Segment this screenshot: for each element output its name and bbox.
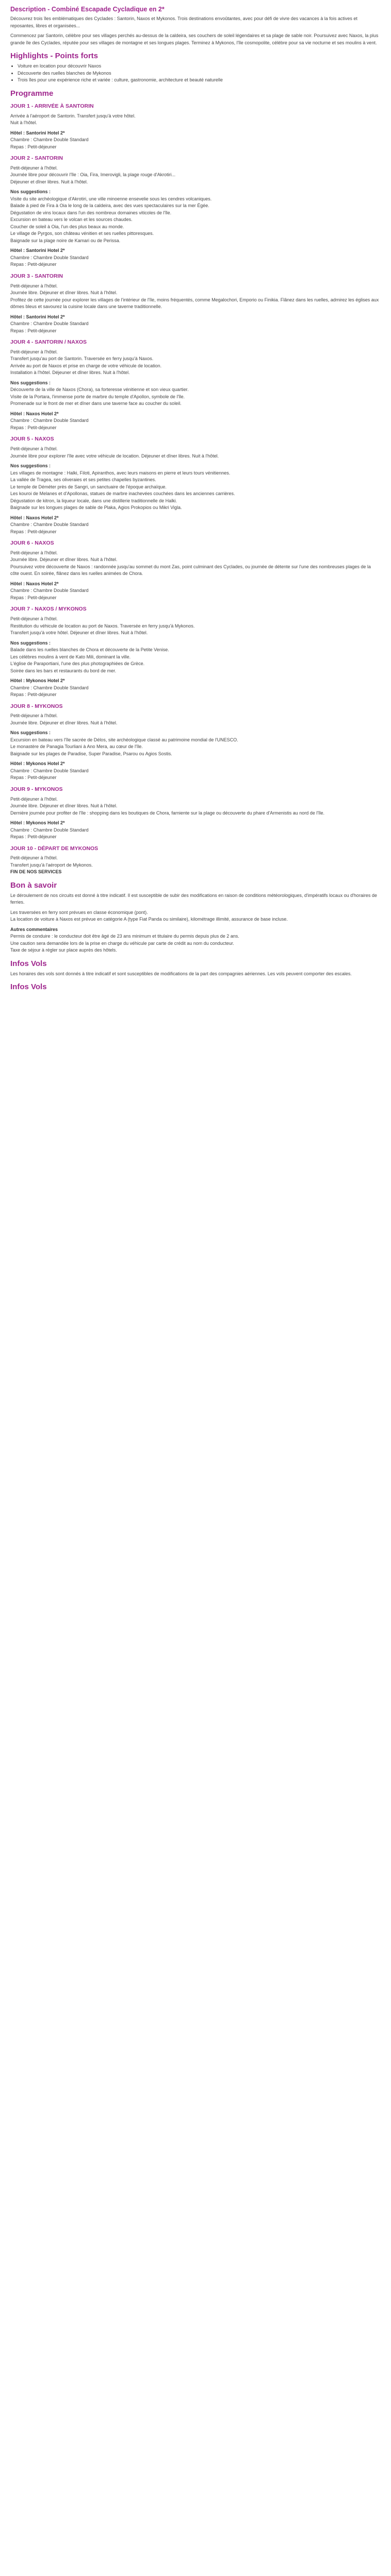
detail-line: Arrivée à l'aéroport de Santorin. Transfert jusqu'à votre hôtel. (10, 113, 136, 118)
detail-label: Hôtel : Santorini Hotel 2* (10, 314, 65, 319)
highlights-title: Highlights - Points forts (10, 52, 98, 61)
intro-paragraph-2: Commencez par Santorin, célèbre pour ses villages perchés au-dessus de la caldeira, ses couchers de soleil légendaires et sa plage de sable noir. Poursuivez avec Naxos, la plus grande île des Cyclades, réputée pour ses villages de montagne et ses longues plages. Terminez à Mykonos, l'île cosmopolite, célèbre pour sa vie nocturne et ses moulins à vent. (10, 33, 379, 45)
detail-label: Nos suggestions : (10, 730, 51, 736)
highlight-item: • Découverte des ruelles blanches de Mykonos (18, 70, 381, 77)
day-details (10, 855, 381, 876)
day-title: JOUR 8 - MYKONOS (10, 703, 63, 709)
detail-line: Profitez de cette journée pour explorer les villages de l'intérieur de l'île, moins fréquentés, comme Megalochori, Emporio ou Finikia. Flânez dans les ruelles, admirez les églises aux dômes bleus et savourez la cuisine locale dans une taverne traditionnelle. (10, 297, 379, 309)
day-details (10, 550, 381, 602)
detail-line: Transfert jusqu'au port de Santorin. Traversée en ferry jusqu'à Naxos. (10, 356, 154, 362)
detail-line: Journée libre. Déjeuner et dîner libres. Nuit à l'hôtel. (10, 557, 118, 563)
program-day (10, 605, 381, 698)
day-title: JOUR 3 - SANTORIN (10, 273, 63, 279)
program-day (10, 435, 381, 535)
day-title: JOUR 5 - NAXOS (10, 436, 54, 443)
detail-label: Hôtel : Mykonos Hotel 2* (10, 678, 65, 683)
detail-line: Journée libre. Déjeuner et dîner libres. Nuit à l'hôtel. (10, 290, 118, 295)
detail-line: Découverte de la ville de Naxos (Chora), sa forteresse vénitienne et son vieux quartier. (10, 387, 189, 393)
program-day (10, 703, 381, 782)
detail-line: Repas : Petit-déjeuner (10, 529, 57, 534)
detail-line: La location de voiture à Naxos est prévue en catégorie A (type Fiat Panda ou similaire), kilométrage illimité, assurance de base incluse. (10, 917, 288, 922)
day-title: JOUR 9 - MYKONOS (10, 786, 63, 792)
detail-line: Les traversées en ferry sont prévues en classe économique (pont). (10, 909, 148, 915)
detail-label: Nos suggestions : (10, 640, 51, 646)
detail-line: Repas : Petit-déjeuner (10, 595, 57, 600)
flight-info-text: Les horaires des vols sont donnés à titre indicatif et sont susceptibles de modifications de la part des compagnies aériennes. Les vols peuvent comporter des escales. (10, 971, 352, 976)
detail-line: Chambre : Chambre Double Standard (10, 685, 89, 690)
detail-line: Repas : Petit-déjeuner (10, 775, 57, 781)
detail-line: Transfert jusqu'à l'aéroport de Mykonos. (10, 862, 93, 868)
detail-line: Journée libre pour découvrir l'île : Oia, Fira, Imerovigli, la plage rouge d'Akrotiri... (10, 172, 176, 178)
detail-line: Baignade sur les longues plages de sable de Plaka, Agios Prokopios ou Mikri Vigla. (10, 505, 182, 510)
day-details (10, 616, 381, 699)
detail-label: Autres commentaires (10, 926, 58, 932)
detail-line: Petit-déjeuner à l'hôtel. (10, 349, 58, 354)
detail-line: Dernière journée pour profiter de l'île : shopping dans les boutiques de Chora, farniente sur la plage ou découverte du phare d'Armenistis au nord de l'île. (10, 810, 325, 816)
detail-line: Baignade sur la plage noire de Kamari ou de Perissa. (10, 238, 121, 243)
day-title: JOUR 2 - SANTORIN (10, 155, 63, 161)
detail-line: Petit-déjeuner à l'hôtel. (10, 165, 58, 171)
intro-paragraph: Découvrez trois îles emblématiques des Cyclades : Santorin, Naxos et Mykonos. Trois destinations envoûtantes, avec pour défi de vivre des vacances à la fois actives et reposantes, libres et organisées... (10, 16, 357, 28)
day-details (10, 349, 381, 432)
document-title: Description - Combiné Escapade Cycladique en 2* (10, 6, 165, 13)
detail-line: Visite du site archéologique d'Akrotiri, une ville minoenne ensevelie sous les cendres volcaniques. (10, 196, 212, 201)
detail-line: Repas : Petit-déjeuner (10, 425, 57, 430)
detail-line: Les célèbres moulins à vent de Kato Mili, dominant la ville. (10, 654, 131, 659)
detail-line: Repas : Petit-déjeuner (10, 692, 57, 697)
detail-line: Promenade sur le front de mer et dîner dans une taverne face au coucher du soleil. (10, 401, 182, 406)
detail-line: Soirée dans les bars et restaurants du bord de mer. (10, 668, 117, 673)
program-title: Programme (10, 89, 54, 98)
day-title: JOUR 10 - DÉPART DE MYKONOS (10, 845, 99, 852)
detail-line: Nuit à l'hôtel. (10, 120, 37, 125)
detail-line: Petit-déjeuner à l'hôtel. (10, 616, 58, 621)
day-details (10, 713, 381, 782)
detail-label: Hôtel : Mykonos Hotel 2* (10, 761, 65, 767)
detail-line: Le monastère de Panagia Tourliani à Ano Mera, au cœur de l'île. (10, 744, 143, 750)
detail-line: La vallée de Tragea, ses oliveraies et ses petites chapelles byzantines. (10, 477, 156, 482)
detail-label: Hôtel : Naxos Hotel 2* (10, 581, 59, 586)
flight-info-title-2: Infos Vols (10, 982, 47, 992)
detail-line: Journée libre. Déjeuner et dîner libres. Nuit à l'hôtel. (10, 803, 118, 808)
detail-line: Petit-déjeuner à l'hôtel. (10, 796, 58, 802)
detail-line: Balade à pied de Fira à Oia le long de la caldeira, avec des vues spectaculaires sur la mer Égée. (10, 203, 209, 209)
practical-title: Bon à savoir (10, 880, 57, 890)
day-details (10, 283, 381, 335)
detail-line: Petit-déjeuner à l'hôtel. (10, 713, 58, 719)
detail-line: Chambre : Chambre Double Standard (10, 827, 89, 833)
detail-line: Repas : Petit-déjeuner (10, 834, 57, 839)
detail-line: Excursion en bateau vers l'île sacrée de Délos, site archéologique classé au patrimoine mondial de l'UNESCO. (10, 737, 238, 742)
detail-line: Arrivée au port de Naxos et prise en charge de votre véhicule de location. (10, 363, 162, 368)
detail-label: FIN DE NOS SERVICES (10, 869, 62, 875)
detail-label: Hôtel : Naxos Hotel 2* (10, 515, 59, 520)
detail-line: Déjeuner et dîner libres. Nuit à l'hôtel. (10, 179, 88, 184)
detail-line: Petit-déjeuner à l'hôtel. (10, 550, 58, 555)
detail-line: Petit-déjeuner à l'hôtel. (10, 283, 58, 289)
detail-line: Petit-déjeuner à l'hôtel. (10, 446, 58, 451)
program-day (10, 103, 381, 150)
highlight-item: • Voiture en location pour découvrir Naxos (18, 63, 381, 70)
detail-label: Nos suggestions : (10, 189, 51, 195)
day-title: JOUR 1 - ARRIVÉE À SANTORIN (10, 103, 94, 109)
program-day (10, 155, 381, 268)
detail-line: Restitution du véhicule de location au port de Naxos. Traversée en ferry jusqu'à Mykonos. (10, 623, 195, 629)
detail-line: Taxe de séjour à régler sur place auprès des hôtels. (10, 947, 117, 953)
detail-line: Balade dans les ruelles blanches de Chora et découverte de la Petite Venise. (10, 647, 169, 652)
detail-label: Hôtel : Mykonos Hotel 2* (10, 820, 65, 825)
day-title: JOUR 4 - SANTORIN / NAXOS (10, 339, 87, 345)
detail-line: Chambre : Chambre Double Standard (10, 321, 89, 326)
detail-label: Nos suggestions : (10, 380, 51, 385)
detail-line: Permis de conduire : le conducteur doit être âgé de 23 ans minimum et titulaire du permis depuis plus de 2 ans. (10, 934, 239, 939)
detail-line: Chambre : Chambre Double Standard (10, 522, 89, 527)
detail-line: Journée libre pour explorer l'île avec votre véhicule de location. Déjeuner et dîner libres. Nuit à l'hôtel. (10, 453, 219, 459)
detail-line: Dégustation de vins locaux dans l'un des nombreux domaines viticoles de l'île. (10, 210, 172, 215)
detail-label: Hôtel : Naxos Hotel 2* (10, 411, 59, 416)
program-day (10, 786, 381, 841)
detail-line: Les villages de montagne : Halki, Filoti, Apiranthos, avec leurs maisons en pierre et leurs tours vénitiennes. (10, 470, 231, 476)
detail-label: Hôtel : Santorini Hotel 2* (10, 130, 65, 135)
day-title: JOUR 6 - NAXOS (10, 540, 54, 546)
detail-line: Installation à l'hôtel. Déjeuner et dîner libres. Nuit à l'hôtel. (10, 370, 130, 376)
detail-line: Baignade sur les plages de Paradise, Super Paradise, Psarou ou Agios Sostis. (10, 751, 172, 756)
detail-line: Coucher de soleil à Oia, l'un des plus beaux au monde. (10, 224, 124, 229)
program-days (10, 103, 381, 876)
detail-line: Chambre : Chambre Double Standard (10, 588, 89, 594)
program-day (10, 539, 381, 601)
highlights-list (18, 63, 381, 84)
detail-label: Nos suggestions : (10, 463, 51, 468)
detail-line: Le déroulement de nos circuits est donné à titre indicatif. Il est susceptible de subir des modifications en raison de conditions météorologiques, d'impératifs locaux ou d'horaires de ferries. (10, 892, 377, 905)
detail-line: Petit-déjeuner à l'hôtel. (10, 855, 58, 861)
detail-line: Excursion en bateau vers le volcan et les sources chaudes. (10, 217, 133, 223)
detail-label: Hôtel : Santorini Hotel 2* (10, 248, 65, 253)
detail-line: Transfert jusqu'à votre hôtel. Déjeuner et dîner libres. Nuit à l'hôtel. (10, 630, 148, 635)
detail-line: Chambre : Chambre Double Standard (10, 137, 89, 142)
detail-line: Une caution sera demandée lors de la prise en charge du véhicule par carte de crédit au nom du conducteur. (10, 940, 234, 946)
detail-line: Chambre : Chambre Double Standard (10, 768, 89, 773)
day-details (10, 796, 381, 841)
day-details (10, 446, 381, 535)
program-day (10, 845, 381, 876)
detail-line: Visite de la Portara, l'immense porte de marbre du temple d'Apollon, symbole de l'île. (10, 394, 185, 399)
document-page (0, 0, 391, 992)
day-details (10, 165, 381, 268)
detail-line: Chambre : Chambre Double Standard (10, 255, 89, 260)
highlight-item: • Trois îles pour une expérience riche et variée : culture, gastronomie, architecture et beauté naturelle (18, 77, 381, 84)
program-day (10, 273, 381, 334)
detail-line: Le temple de Déméter près de Sangri, un sanctuaire de l'époque archaïque. (10, 484, 167, 489)
detail-line: Repas : Petit-déjeuner (10, 144, 57, 149)
flight-info-title: Infos Vols (10, 959, 47, 968)
detail-line: L'église de Paraportiani, l'une des plus photographiées de Grèce. (10, 661, 145, 666)
detail-line: Chambre : Chambre Double Standard (10, 418, 89, 423)
detail-line: Repas : Petit-déjeuner (10, 262, 57, 267)
day-details (10, 113, 381, 151)
detail-line: Journée libre. Déjeuner et dîner libres. Nuit à l'hôtel. (10, 720, 118, 725)
detail-line: Le village de Pyrgos, son château vénitien et ses ruelles pittoresques. (10, 231, 154, 236)
detail-line: Les kouroi de Melanes et d'Apollonas, statues de marbre inachevées couchées dans les anciennes carrières. (10, 491, 235, 496)
day-title: JOUR 7 - NAXOS / MYKONOS (10, 606, 87, 613)
practical-info (10, 892, 381, 954)
detail-line: Repas : Petit-déjeuner (10, 328, 57, 333)
program-day (10, 338, 381, 431)
detail-line: Dégustation de kitron, la liqueur locale, dans une distillerie traditionnelle de Halki. (10, 498, 177, 503)
detail-line: Poursuivez votre découverte de Naxos : randonnée jusqu'au sommet du mont Zas, point culminant des Cyclades, ou journée de détente sur l'une des nombreuses plages de la côte ouest. En soirée, flânez dans les ruelles animées de Chora. (10, 564, 371, 577)
